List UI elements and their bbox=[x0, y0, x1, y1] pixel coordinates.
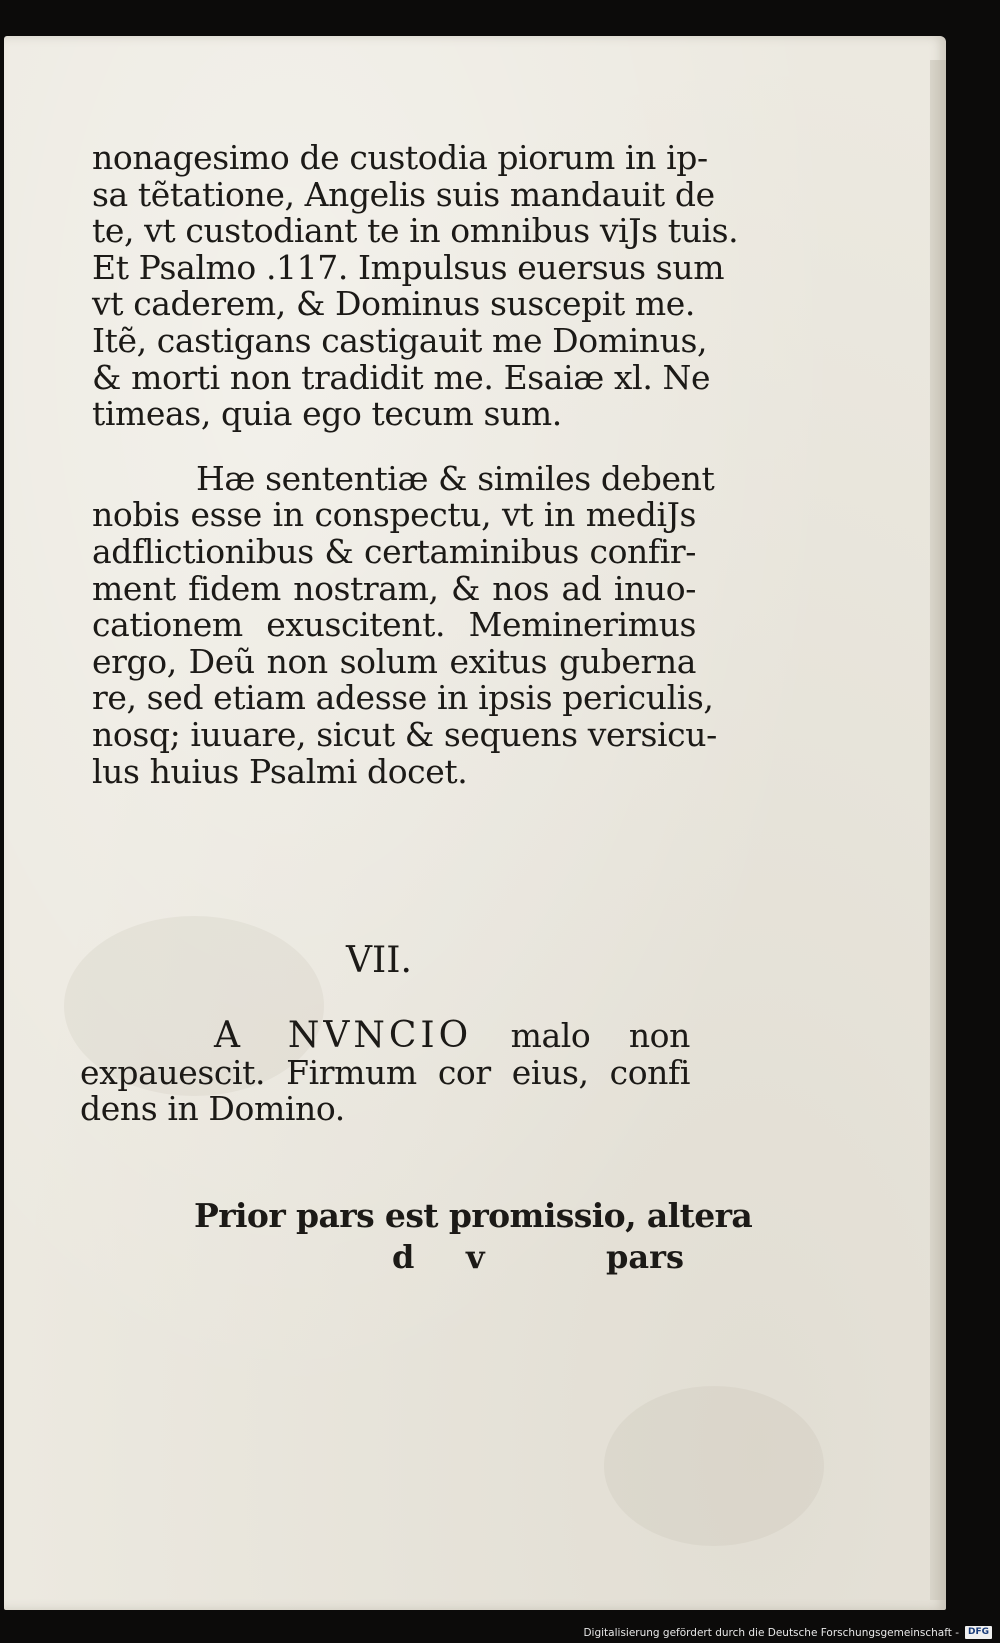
text-line: vt caderem, & Dominus suscepit me. bbox=[92, 284, 696, 324]
page-edge bbox=[930, 60, 946, 1600]
text-line: timeas, quia ego tecum sum. bbox=[92, 394, 562, 434]
verse-opening-caps: A NVNCIO bbox=[214, 1015, 473, 1056]
text-line: Et Psalmo .117. Impulsus euersus sum bbox=[92, 247, 725, 287]
paragraph-2 bbox=[92, 458, 717, 791]
signature-mark: d bbox=[392, 1238, 415, 1276]
paragraph-3: Prior pars est promissio, altera bbox=[194, 1196, 753, 1235]
catchword: pars bbox=[606, 1238, 684, 1276]
text-line: ment fidem nostram, & nos ad inuo- bbox=[92, 568, 696, 608]
text-line: cationem exuscitent. Meminerimus bbox=[92, 605, 696, 645]
text-line: & morti non tradidit me. Esaiæ xl. Ne bbox=[92, 357, 711, 397]
main-text bbox=[92, 138, 739, 791]
section-numeral: VII. bbox=[346, 940, 412, 981]
text-line: te, vt custodiant te in omnibus viJs tuis. bbox=[92, 211, 739, 251]
text-line: re, sed etiam adesse in ipsis periculis, bbox=[92, 678, 714, 718]
text-line: nonagesimo de custodia piorum in ip- bbox=[92, 138, 708, 177]
page-stain bbox=[604, 1386, 824, 1546]
text-line: nobis esse in conspectu, vt in mediJs bbox=[92, 495, 696, 535]
funding-credit: Digitalisierung gefördert durch die Deutsche Forschungsgemeinschaft - bbox=[583, 1626, 959, 1639]
text-line bbox=[80, 1015, 690, 1056]
text-line: lus huius Psalmi docet. bbox=[92, 751, 468, 791]
text-line: adflictionibus & certaminibus confir- bbox=[92, 531, 696, 571]
signature-mark: v bbox=[466, 1238, 485, 1276]
funding-footer bbox=[583, 1622, 1000, 1643]
text-line: Itẽ, castigans castigauit me Dominus, bbox=[92, 320, 708, 360]
text-line: sa tẽtatione, Angelis suis mandauit de bbox=[92, 174, 715, 214]
psalm-verse bbox=[80, 1015, 690, 1129]
text-line: dens in Domino. bbox=[80, 1089, 345, 1129]
text-line: nosq; iuuare, sicut & sequens versicu- bbox=[92, 714, 717, 754]
dfg-logo: DFG bbox=[965, 1626, 992, 1639]
verse-line-1-rest: malo non bbox=[510, 1016, 690, 1055]
paragraph-1 bbox=[92, 138, 739, 434]
text-line: expauescit. Firmum cor eius, confi bbox=[80, 1052, 690, 1092]
text-line: ergo, Deũ non solum exitus guberna bbox=[92, 641, 696, 681]
text-line: Hæ sententiæ & similes debent bbox=[196, 458, 715, 498]
